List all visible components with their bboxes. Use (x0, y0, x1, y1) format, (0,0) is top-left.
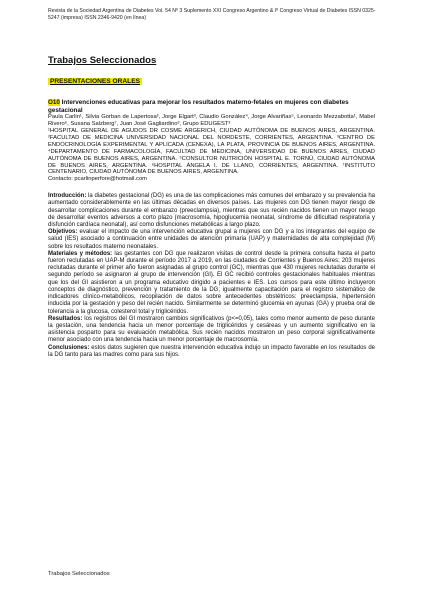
abstract-title: Intervenciones educativas para mejorar los resultados materno-fetales en mujeres con diabetes gestacional (48, 99, 349, 114)
introduction-paragraph (48, 193, 375, 229)
page-footer: Trabajos Seleccionados (48, 571, 110, 577)
methods-text: las gestantes con DG que realizaron visitas de control desde la primera consulta hasta el parto fueron reclutadas en UAP-M durante el período 2017 a 2019, en las ciudades de Corrientes y Buenos Aires; 203 mujeres reclutadas durante el primer año fueron asignadas al grupo control (GC), mientras que 430 mujeres reclutadas durante el segundo período se asignaron al grupo de intervención (GI). El GC recibió controles gestacionales habituales mientras que los del GI asistieron a un programa educativo dirigido a pacientes e IES. Los cursos para este último incluyeron conceptos de diagnóstico, prevención y tratamiento de la DG; igualmente capacitación para el registro sistemático de indicadores clínico-metabólicos, recopilación de datos sobre antecedentes obstétricos: preeclampsia, hipertensión inducida por la gestación y peso del recién nacido. Similarmente se determinó glucemia en ayunas (GA) y prueba oral de tolerancia a la glucosa, colesterol total y triglicéridos. (48, 250, 375, 315)
contact-email: Contacto: pcarlinperfore@hotmail.com (48, 176, 147, 183)
methods-label: Materiales y métodos: (48, 250, 113, 257)
affiliations: ¹HOSPITAL GENERAL DE AGUDOS DR COSME ARGERICH, CIUDAD AUTÓNOMA DE BUENOS AIRES, ARGENTINA. ²FACULTAD DE MEDICINA UNIVERSIDAD NACIONAL DEL NORDESTE, CORRIENTES, ARGENTINA. ³CENTRO DE ENDOCRINOLOGÍA EXPERIMENTAL Y APLICADA (CENEXA), LA PLATA, PROVINCIA DE BUENOS AIRES, ARGENTINA. ⁴DEPARTAMENTO DE FARMACOLOGÍA, FACULTAD DE MEDICINA, UNIVERSIDAD DE BUENOS AIRES, CIUDAD AUTÓNOMA DE BUENOS AIRES, ARGENTINA. ⁵CONSULTOR NUTRICIÓN HOSPITAL E. TORNÚ, CIUDAD AUTÓNOMA DE BUENOS AIRES, ARGENTINA. ⁶HOSPITAL ÁNGELA I. DE LLANO, CORRIENTES, ARGENTINA. ⁷INSTITUTO CENTENARIO, CIUDAD AUTÓNOMA DE BUENOS AIRES, ARGENTINA. (48, 128, 375, 176)
introduction-label: Introducción: (48, 193, 87, 200)
abstract (48, 99, 375, 359)
objectives-paragraph (48, 229, 375, 251)
author-list: Paula Carlin¹, Silvia Gorban de Lapertosa², Jorge Elgart³, Claudio González⁴, Jorge Alvariñas⁵, Leonardo Mezzabotta¹, Mabel Rivero⁶, Susana Salzberg⁷, Juan José Gagliardino³, Grupo EDUGEST³ (48, 114, 375, 128)
conclusions-label: Conclusiones: (48, 344, 90, 351)
results-label: Resultados: (48, 315, 83, 322)
session-label: PRESENTACIONES ORALES (50, 78, 141, 85)
introduction-text: la diabetes gestacional (DG) es una de las complicaciones más comunes del embarazo y su prevalencia ha aumentado considerablemente en las últimas décadas en diversos países. Las mujeres con DG tienen mayor riesgo de desarrollar complicaciones durante el embarazo (preeclampsia), mientras que sus recién nacidos tienen un mayor riesgo de desarrollar eventos adversos a corto plazo (macrosomía, hipoglucemia neonatal, síndrome de dificultad respiratoria y disfunción cardíaca neonatal), así como disfunciones metabólicas a largo plazo. (48, 193, 375, 229)
abstract-body (48, 193, 375, 359)
conclusions-paragraph (48, 345, 375, 359)
objectives-label: Objetivos: (48, 229, 78, 236)
objectives-text: evaluar el impacto de una intervención educativa grupal a mujeres con DG y a los integrantes del equipo de salud (IES) asociado a continuación entre unidades de atención primaria (UAP) y maternidades de alta complejidad (M) sobre los resultados materno neonatales. (48, 229, 375, 250)
section-title: Trabajos Seleccionados (48, 55, 157, 66)
abstract-title-block (48, 99, 375, 114)
results-text: los registros del GI mostraron cambios significativos (p<=0,05), tales como menor aumento de peso durante la gestación, una tendencia hacia un menor porcentaje de triglicéridos y cesáreas y un aumento significativo en la asistencia posparto para su evaluación metabólica. Sus recién nacidos mostraron un peso corporal significativamente menor asociado con una tendencia hacia un menor porcentaje de macrosomía. (48, 315, 375, 344)
conclusions-text: estos datos sugieren que nuestra intervención educativa indujo un impacto favorable en los resultados de la DG tanto para las madres como para sus hijos. (48, 344, 375, 358)
results-paragraph (48, 316, 375, 345)
running-header: Revista de la Sociedad Argentina de Diabetes Vol. 54 Nº 3 Suplemento XXI Congreso Argentino & Iº Congreso Virtual de Diabetes ISSN 0325-5247 (impresa) ISSN 2346-9420 (en línea) (48, 8, 376, 21)
abstract-id: O10 (48, 99, 60, 106)
methods-paragraph (48, 251, 375, 316)
